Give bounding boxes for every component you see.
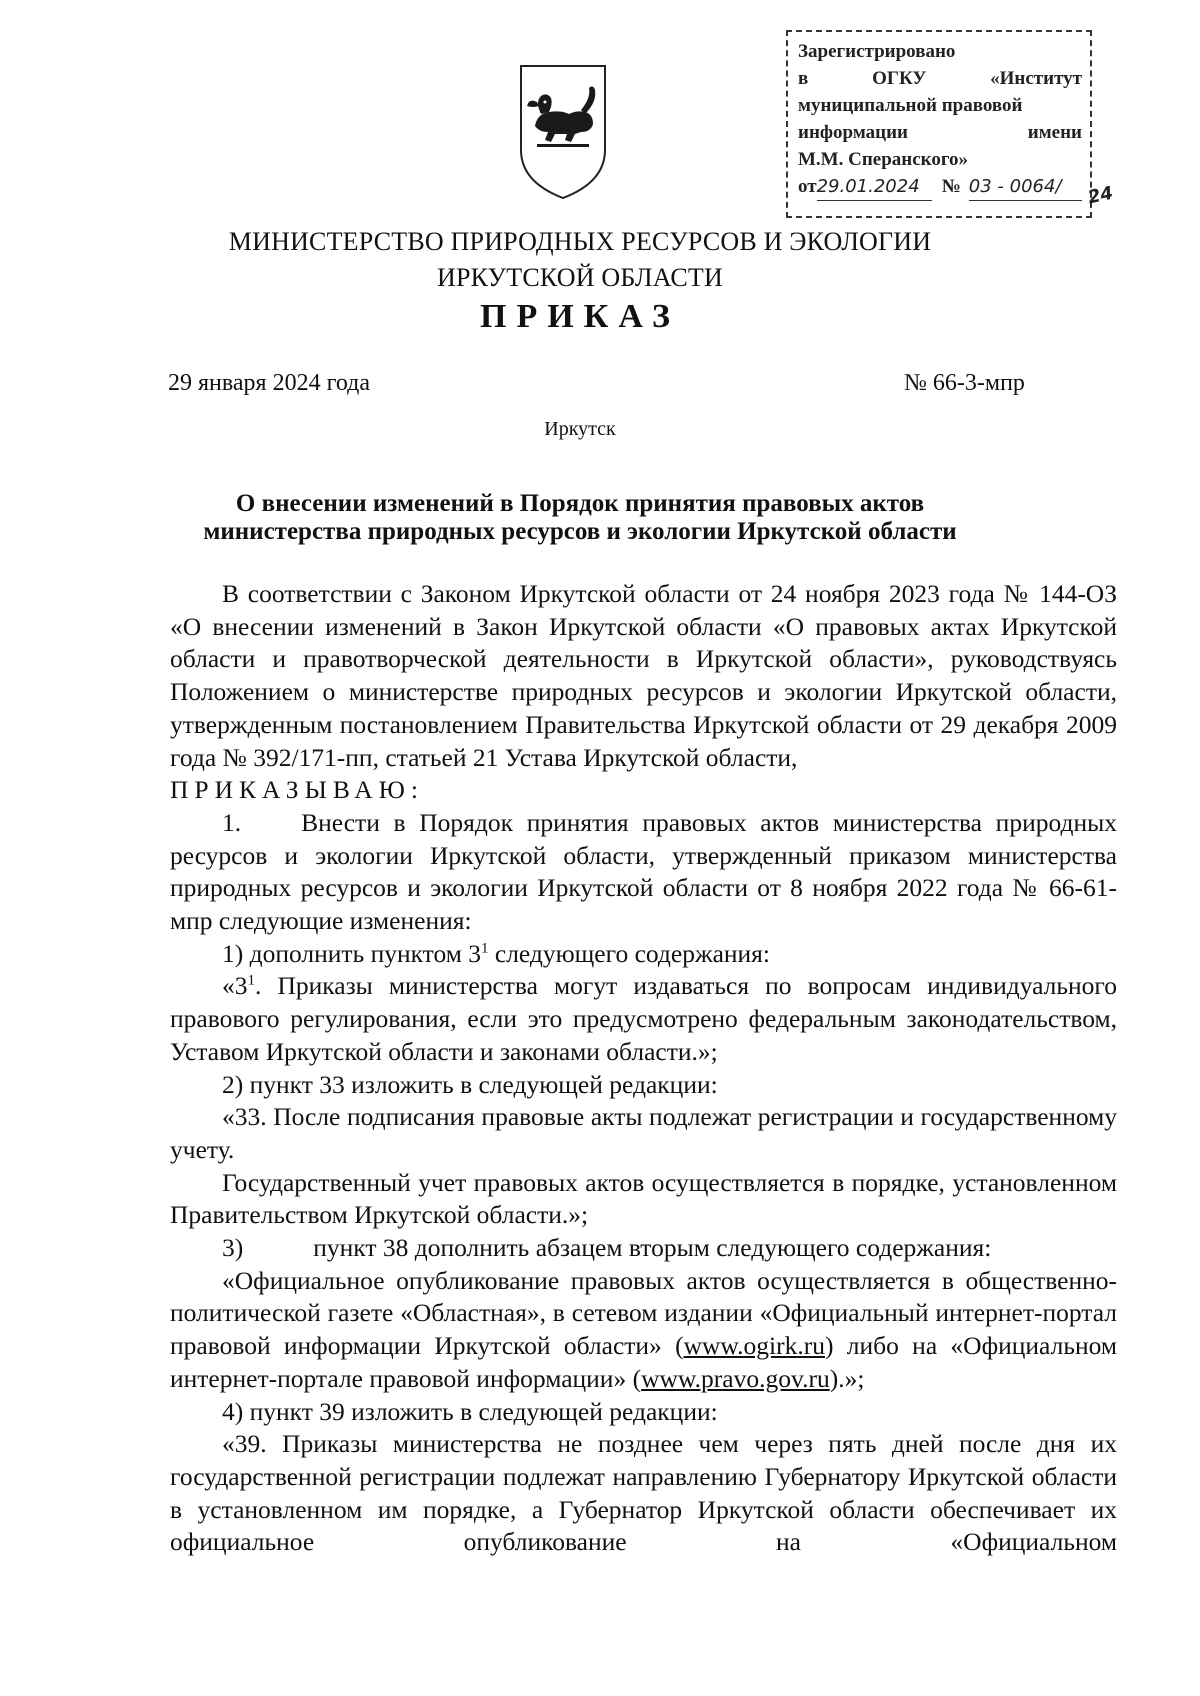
stamp-line: в <box>798 68 809 89</box>
ogirk-link[interactable]: www.ogirk.ru <box>683 1331 826 1361</box>
item-text: Внести в Порядок принятия правовых актов министерства природных ресурсов и экологии Иркутской области, утвержденный приказом министерства природных ресурсов и экологии Иркутской области от 8 ноября 2022 года № 66-61-мпр следующие изменения: <box>170 807 1117 936</box>
document-title <box>160 490 1000 546</box>
stamp-handwritten-number-tail: 24 <box>1086 182 1115 209</box>
document-type: ПРИКАЗ <box>480 298 680 335</box>
ministry-name-line: ИРКУТСКОЙ ОБЛАСТИ <box>436 263 723 292</box>
quote-text: . Приказы министерства могут издаваться по вопросам индивидуального правового регулирования, если это предусмотрено федеральным законодательством, Уставом Иркутской области и законами области.»; <box>170 971 1117 1066</box>
subitem-3 <box>170 1232 1117 1265</box>
stamp-from-label: от <box>798 176 817 197</box>
quote-item-39: «39. Приказы министерства не позднее чем через пять дней после дня их государственной регистрации подлежат направлению Губернатору Иркутской области в установленном им порядке, а Губернатор Иркутской области обеспечивает их официальное опубликование на «Официальном <box>170 1429 1117 1557</box>
quote-text: ) либо на «Официальном интернет-портале правовой информации» ( <box>170 1331 1118 1393</box>
ministry-name <box>160 224 1000 296</box>
preamble-paragraph: В соответствии с Законом Иркутской области от 24 ноября 2023 года № 144-ОЗ «О внесении изменений в Закон Иркутской области «О правовых актах Иркутской области и правотворческой деятельности в Иркутской области», руководствуясь Положением о министерстве природных ресурсов и экологии Иркутской области, утвержденным постановлением Правительства Иркутской области от 29 декабря 2009 года № 392/171-пп, статьей 21 Устава Иркутской области, <box>170 579 1117 772</box>
document-date: 29 января 2024 года <box>168 370 371 396</box>
item-1-paragraph <box>170 807 1117 938</box>
document-title-line: министерства природных ресурсов и экологии Иркутской области <box>203 518 957 545</box>
stamp-line: Зарегистрировано <box>798 41 956 62</box>
stamp-handwritten-number: 03 - 0064/ <box>969 173 1082 201</box>
stamp-handwritten-date: 29.01.2024 <box>817 173 932 201</box>
quote-item-33-paragraph: Государственный учет правовых актов осуществляется в порядке, установленном Правительством Иркутской области.»; <box>170 1167 1117 1230</box>
order-word: ПРИКАЗЫВАЮ: <box>170 775 424 805</box>
subitem-text: следующего содержания: <box>488 938 770 968</box>
superscript: 1 <box>247 972 255 989</box>
subitem-text: 1) дополнить пунктом 3 <box>222 938 481 968</box>
stamp-line: имени <box>1027 122 1082 143</box>
coat-of-arms-icon <box>515 62 611 202</box>
registration-stamp <box>786 30 1115 218</box>
item-number: 1. <box>222 807 242 837</box>
stamp-line: М.М. Сперанского» <box>798 149 969 170</box>
stamp-number-label: № <box>941 176 961 197</box>
quote-item-38 <box>170 1265 1117 1396</box>
document-title-line: О внесении изменений в Порядок принятия правовых актов <box>235 490 925 517</box>
quote-item-3-1 <box>170 970 1117 1068</box>
subitem-1 <box>170 938 1117 971</box>
document-body <box>170 578 1117 1559</box>
stamp-line: информации <box>798 122 908 143</box>
subitem-4: 4) пункт 39 изложить в следующей редакции: <box>222 1396 718 1426</box>
quote-text: «3 <box>222 971 248 1001</box>
quote-text: ).»; <box>829 1363 865 1393</box>
subitem-2: 2) пункт 33 изложить в следующей редакции: <box>222 1069 718 1099</box>
stamp-line: муниципальной правовой <box>798 95 1023 116</box>
ministry-name-line: МИНИСТЕРСТВО ПРИРОДНЫХ РЕСУРСОВ И ЭКОЛОГИИ <box>228 227 932 256</box>
document-number: № 66-3-мпр <box>904 370 1025 396</box>
stamp-line: «Институт <box>990 68 1082 89</box>
quote-item-33: «33. После подписания правовые акты подлежат регистрации и государственному учету. <box>170 1102 1117 1164</box>
quote-text: «Официальное опубликование правовых актов осуществляется в общественно-политической газете «Областная», в сетевом издании «Официальный интернет-портал правовой информации Иркутской области» ( <box>170 1265 1117 1361</box>
subitem-number: 3) <box>222 1233 244 1263</box>
document-city: Иркутск <box>544 418 616 440</box>
subitem-text: пункт 38 дополнить абзацем вторым следующего содержания: <box>313 1233 992 1263</box>
pravo-gov-link[interactable]: www.pravo.gov.ru <box>641 1363 830 1393</box>
stamp-line: ОГКУ <box>872 68 927 89</box>
superscript: 1 <box>481 940 489 957</box>
